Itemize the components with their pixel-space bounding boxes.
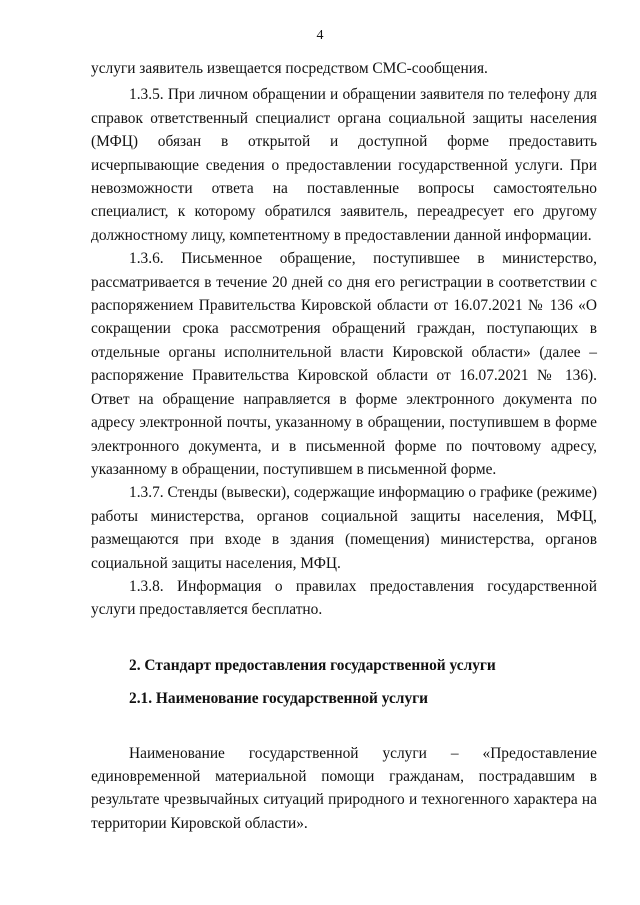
section-heading-2-1: 2.1. Наименование государственной услуги xyxy=(129,690,428,708)
paragraph-1-3-6: 1.3.6. Письменное обращение, поступившее в министерство, рассматривается в течение 20 дней со дня его регистрации в соответствии с распоряжением Правительства Кировской области от 16.07.2021 № 136 «О сокращении срока рассмотрения обращений граждан, поступающих в отдельные органы исполнительной власти Кировской области» (далее – распоряжение Правительства Кировской области от 16.07.2021 № 136). Ответ на обращение направляется в форме электронного документа по адресу электронной почты, указанному в обращении, поступившем в форме электронного документа, и в письменной форме по почтовому адресу, указанному в обращении, поступившем в письменной форме. xyxy=(91,250,597,478)
paragraph-service-name: Наименование государственной услуги – «Предоставление единовременной материальной помощи гражданам, пострадавшим в результате чрезвычайных ситуаций природного и техногенного характера на территории Кировской области». xyxy=(91,744,597,832)
page-number: 4 xyxy=(316,28,324,43)
paragraph-1-3-7: 1.3.7. Стенды (вывески), содержащие информацию о графике (режиме) работы министерства, органов социальной защиты населения, МФЦ, размещаются при входе в здания (помещения) министерства, органов социальной защиты населения, МФЦ. xyxy=(91,484,597,572)
paragraph-1-3-8: 1.3.8. Информация о правилах предоставления государственной услуги предоставляется бесплатно. xyxy=(91,577,597,619)
paragraph-1-3-5: 1.3.5. При личном обращении и обращении заявителя по телефону для справок ответственный специалист органа социальной защиты населения (МФЦ) обязан в открытой и доступной форме предоставить исчерпывающие сведения о предоставлении государственной услуги. При невозможности ответа на поставленные вопросы самостоятельно специалист, к которому обратился заявитель, переадресует его другому должностному лицу, компетентному в предоставлении данной информации. xyxy=(91,86,597,244)
paragraph-continuation: услуги заявитель извещается посредством СМС-сообщения. xyxy=(91,60,488,77)
section-heading-2: 2. Стандарт предоставления государственной услуги xyxy=(129,656,496,674)
document-body xyxy=(91,57,597,835)
